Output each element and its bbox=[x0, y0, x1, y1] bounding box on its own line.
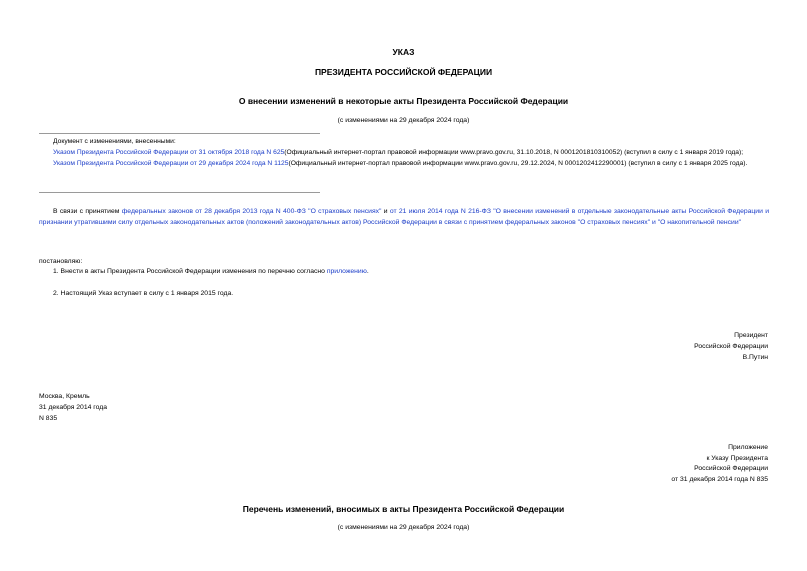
appendix-ref: к Указу Президента bbox=[706, 454, 768, 462]
divider-top bbox=[39, 133, 320, 134]
changes-item-1-text: (Официальный интернет-портал правовой информации www.pravo.gov.ru, 31.10.2018, N 0001201810310052) (вступил в силу с 1 января 2019 года); bbox=[284, 149, 744, 156]
appendix-label: Приложение bbox=[728, 444, 768, 451]
changes-note bbox=[39, 136, 769, 169]
document-subtitle: ПРЕЗИДЕНТА РОССИЙСКОЙ ФЕДЕРАЦИИ bbox=[314, 67, 493, 77]
appendix-block bbox=[671, 443, 768, 485]
signature-name: В.Путин bbox=[742, 354, 768, 361]
appendix-country: Российской Федерации bbox=[694, 465, 768, 472]
appendix-date: от 31 декабря 2014 года N 835 bbox=[671, 475, 768, 483]
decree-point-1 bbox=[53, 268, 369, 275]
preamble-paragraph bbox=[39, 206, 769, 228]
document-heading: О внесении изменений в некоторые акты Президента Российской Федерации bbox=[238, 96, 569, 106]
preamble-text-and: и bbox=[381, 208, 390, 215]
appendix-title: Перечень изменений, вносимых в акты Президента Российской Федерации bbox=[242, 504, 565, 514]
changes-item-1 bbox=[39, 147, 769, 158]
signature-title: Президент bbox=[734, 332, 768, 339]
divider-bottom bbox=[39, 192, 320, 193]
appendix-revision: (с изменениями на 29 декабря 2024 года) bbox=[337, 524, 470, 531]
signature-block bbox=[694, 330, 768, 363]
preamble-text-start: В связи с принятием bbox=[53, 208, 122, 215]
decree-link-625[interactable]: Указом Президента Российской Федерации от 31 октября 2018 года N 625 bbox=[53, 149, 285, 156]
place-city: Москва, Кремль bbox=[39, 393, 90, 400]
decree-point-1-end: . bbox=[366, 268, 369, 275]
law-216-fz-link[interactable]: от 21 июля 2014 года N 216-ФЗ "О внесении изменений в отдельные законодательные акты Российской Федерации и признании утратившими силу отдельных законодательных актов (положений законодательных актов) Российской Федерации в связи с принятием федеральных законов "О страховых пенсиях" и "О накопительной пенсии" bbox=[39, 208, 769, 226]
signature-country: Российской Федерации bbox=[694, 343, 768, 350]
changes-item-2-text: (Официальный интернет-портал правовой информации www.pravo.gov.ru, 29.12.2024, N 0001202412290001) (вступил в силу с 1 января 2025 года). bbox=[288, 160, 748, 167]
decree-point-2: 2. Настоящий Указ вступает в силу с 1 января 2015 года. bbox=[53, 290, 234, 297]
changes-intro: Документ с изменениями, внесенными: bbox=[53, 138, 176, 145]
revision-note: (с изменениями на 29 декабря 2024 года) bbox=[337, 117, 470, 124]
place-number: N 835 bbox=[39, 415, 58, 422]
document-title: УКАЗ bbox=[392, 47, 415, 57]
place-date-block bbox=[39, 391, 107, 424]
place-date: 31 декабря 2014 года bbox=[39, 404, 107, 411]
resolve-word: постановляю: bbox=[39, 258, 83, 265]
appendix-link[interactable]: приложению bbox=[326, 268, 367, 275]
law-400-fz-link[interactable]: федеральных законов от 28 декабря 2013 года N 400-ФЗ "О страховых пенсиях" bbox=[121, 208, 382, 215]
decree-link-1125[interactable]: Указом Президента Российской Федерации от 29 декабря 2024 года N 1125 bbox=[53, 160, 289, 167]
decree-point-1-text: 1. Внести в акты Президента Российской Федерации изменения по перечню согласно bbox=[53, 268, 327, 275]
changes-item-2 bbox=[39, 158, 769, 169]
